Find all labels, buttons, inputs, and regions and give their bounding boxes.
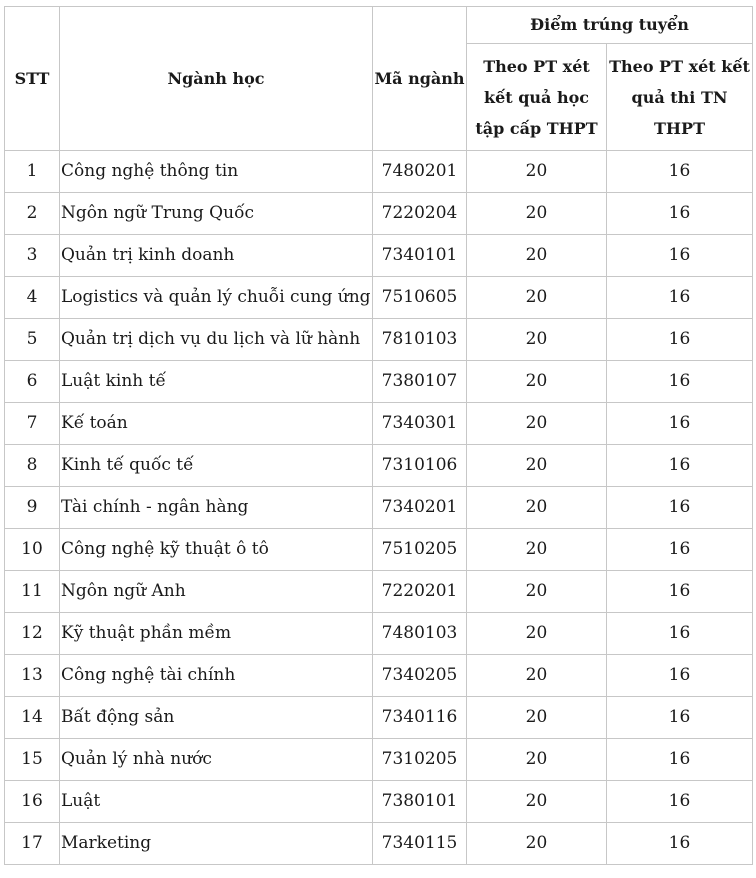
cell-major: Bất động sản xyxy=(60,697,373,739)
table-row xyxy=(5,529,753,571)
cell-major: Kế toán xyxy=(60,403,373,445)
table-row xyxy=(5,361,753,403)
table-row xyxy=(5,655,753,697)
cell-stt: 6 xyxy=(5,361,60,403)
cell-stt: 16 xyxy=(5,781,60,823)
table-row xyxy=(5,235,753,277)
cell-score-hoc-ba: 20 xyxy=(467,529,607,571)
table-row xyxy=(5,151,753,193)
cell-score-thi: 16 xyxy=(607,445,753,487)
cell-major: Công nghệ thông tin xyxy=(60,151,373,193)
table-row xyxy=(5,277,753,319)
cell-code: 7380107 xyxy=(373,361,467,403)
cell-score-hoc-ba: 20 xyxy=(467,781,607,823)
cell-score-thi: 16 xyxy=(607,319,753,361)
cell-major: Logistics và quản lý chuỗi cung ứng xyxy=(60,277,373,319)
header-score-hoc-ba xyxy=(467,44,607,151)
cell-code: 7340301 xyxy=(373,403,467,445)
table-row xyxy=(5,319,753,361)
header-score-hoc-ba-label: Theo PT xét kết quả học tập cấp THPT xyxy=(475,56,598,138)
cell-major: Marketing xyxy=(60,823,373,865)
cell-major: Luật xyxy=(60,781,373,823)
cell-score-thi: 16 xyxy=(607,697,753,739)
cell-score-thi: 16 xyxy=(607,193,753,235)
cell-major: Quản trị dịch vụ du lịch và lữ hành xyxy=(60,319,373,361)
cell-stt: 15 xyxy=(5,739,60,781)
cell-score-hoc-ba: 20 xyxy=(467,445,607,487)
cell-score-hoc-ba: 20 xyxy=(467,823,607,865)
cell-stt: 5 xyxy=(5,319,60,361)
table-row xyxy=(5,445,753,487)
cell-score-thi: 16 xyxy=(607,235,753,277)
cell-major: Công nghệ tài chính xyxy=(60,655,373,697)
cell-score-hoc-ba: 20 xyxy=(467,655,607,697)
cell-score-thi: 16 xyxy=(607,781,753,823)
admission-scores-table xyxy=(4,6,753,865)
cell-major: Quản lý nhà nước xyxy=(60,739,373,781)
cell-code: 7480103 xyxy=(373,613,467,655)
cell-score-thi: 16 xyxy=(607,655,753,697)
cell-code: 7220204 xyxy=(373,193,467,235)
cell-code: 7340205 xyxy=(373,655,467,697)
cell-major: Luật kinh tế xyxy=(60,361,373,403)
table-body xyxy=(5,151,753,865)
cell-score-hoc-ba: 20 xyxy=(467,739,607,781)
cell-score-hoc-ba: 20 xyxy=(467,277,607,319)
table-row xyxy=(5,613,753,655)
cell-major: Kinh tế quốc tế xyxy=(60,445,373,487)
header-major: Ngành học xyxy=(60,7,373,151)
cell-score-thi: 16 xyxy=(607,151,753,193)
cell-score-hoc-ba: 20 xyxy=(467,613,607,655)
table-row xyxy=(5,739,753,781)
header-stt: STT xyxy=(5,7,60,151)
cell-score-hoc-ba: 20 xyxy=(467,235,607,277)
cell-score-hoc-ba: 20 xyxy=(467,403,607,445)
cell-stt: 3 xyxy=(5,235,60,277)
cell-score-thi: 16 xyxy=(607,487,753,529)
cell-score-thi: 16 xyxy=(607,823,753,865)
cell-stt: 1 xyxy=(5,151,60,193)
cell-score-hoc-ba: 20 xyxy=(467,361,607,403)
table-row xyxy=(5,571,753,613)
cell-major: Công nghệ kỹ thuật ô tô xyxy=(60,529,373,571)
cell-score-thi: 16 xyxy=(607,403,753,445)
cell-major: Ngôn ngữ Trung Quốc xyxy=(60,193,373,235)
cell-stt: 13 xyxy=(5,655,60,697)
cell-major: Ngôn ngữ Anh xyxy=(60,571,373,613)
table-row xyxy=(5,487,753,529)
table-row xyxy=(5,697,753,739)
cell-stt: 2 xyxy=(5,193,60,235)
cell-code: 7380101 xyxy=(373,781,467,823)
cell-major: Tài chính - ngân hàng xyxy=(60,487,373,529)
cell-stt: 11 xyxy=(5,571,60,613)
header-score-thi xyxy=(607,44,753,151)
cell-score-thi: 16 xyxy=(607,739,753,781)
cell-major: Quản trị kinh doanh xyxy=(60,235,373,277)
cell-stt: 10 xyxy=(5,529,60,571)
header-code: Mã ngành xyxy=(373,7,467,151)
cell-code: 7340201 xyxy=(373,487,467,529)
cell-code: 7310205 xyxy=(373,739,467,781)
cell-stt: 12 xyxy=(5,613,60,655)
cell-code: 7510605 xyxy=(373,277,467,319)
cell-score-hoc-ba: 20 xyxy=(467,151,607,193)
cell-code: 7810103 xyxy=(373,319,467,361)
table-row xyxy=(5,823,753,865)
cell-code: 7220201 xyxy=(373,571,467,613)
table-row xyxy=(5,193,753,235)
header-score-group: Điểm trúng tuyển xyxy=(467,7,753,44)
table-row xyxy=(5,781,753,823)
cell-score-thi: 16 xyxy=(607,571,753,613)
admission-scores-table-wrapper xyxy=(4,6,753,865)
cell-score-hoc-ba: 20 xyxy=(467,697,607,739)
cell-stt: 9 xyxy=(5,487,60,529)
cell-code: 7480201 xyxy=(373,151,467,193)
cell-score-thi: 16 xyxy=(607,361,753,403)
cell-score-hoc-ba: 20 xyxy=(467,487,607,529)
cell-code: 7340115 xyxy=(373,823,467,865)
cell-score-hoc-ba: 20 xyxy=(467,193,607,235)
cell-code: 7310106 xyxy=(373,445,467,487)
cell-score-hoc-ba: 20 xyxy=(467,571,607,613)
cell-code: 7340116 xyxy=(373,697,467,739)
cell-stt: 8 xyxy=(5,445,60,487)
table-header xyxy=(5,7,753,151)
cell-score-thi: 16 xyxy=(607,277,753,319)
cell-stt: 7 xyxy=(5,403,60,445)
cell-score-thi: 16 xyxy=(607,613,753,655)
cell-code: 7340101 xyxy=(373,235,467,277)
cell-major: Kỹ thuật phần mềm xyxy=(60,613,373,655)
cell-code: 7510205 xyxy=(373,529,467,571)
cell-stt: 17 xyxy=(5,823,60,865)
cell-stt: 14 xyxy=(5,697,60,739)
header-score-thi-label: Theo PT xét kết quả thi TN THPT xyxy=(609,56,750,138)
cell-score-hoc-ba: 20 xyxy=(467,319,607,361)
cell-score-thi: 16 xyxy=(607,529,753,571)
cell-stt: 4 xyxy=(5,277,60,319)
table-row xyxy=(5,403,753,445)
